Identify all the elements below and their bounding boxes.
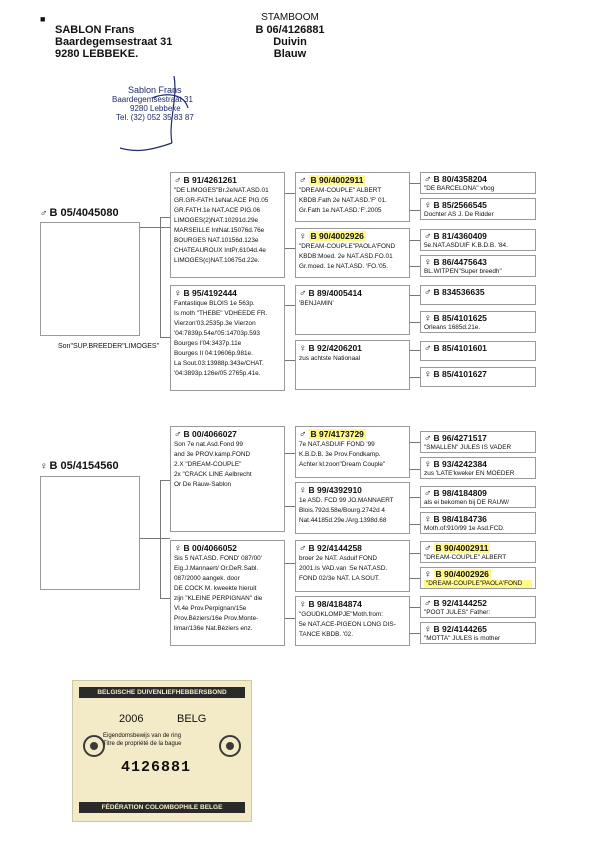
- card-year: 2006: [119, 713, 144, 725]
- gen4-line: Dochter AS J. De Ridder: [424, 211, 494, 218]
- gen2-line: LIMOGES(2)NAT.10291d.29e: [174, 217, 259, 224]
- gen2-line: 2.X "DREAM-COUPLE": [174, 461, 242, 468]
- stamp-city: 9280 Lebbeke: [130, 104, 181, 113]
- gen2-box: [170, 285, 285, 391]
- gen3-box: [295, 172, 410, 222]
- card-small2: Titre de propriété de la bague: [103, 741, 182, 747]
- gen2-line: Prov.Béziers/16e Prov.Monte-: [174, 615, 259, 622]
- ownership-card: [72, 680, 252, 822]
- signature: [112, 68, 222, 158]
- gen4-box: [420, 431, 536, 453]
- gen3-box: [295, 285, 410, 335]
- dam-ring-text: B 05/4154560: [49, 460, 119, 472]
- gen4-box: [420, 229, 536, 251]
- gen4-box: [420, 311, 536, 333]
- gen4-ring: B 90/4002911: [435, 543, 489, 553]
- male-icon: ♂: [299, 175, 307, 186]
- gen2-line: Vl.4e Prov.Perpignan/15e: [174, 605, 247, 612]
- gen4-line: "DREAM-COUPLE" ALBERT: [424, 554, 507, 561]
- gen3-box: [295, 482, 410, 534]
- gen4-ring: B 98/4184809: [433, 488, 487, 498]
- gen2-box: [170, 426, 285, 532]
- male-icon: ♂: [424, 488, 432, 499]
- female-icon: ♀: [174, 543, 182, 554]
- card-org: BELGISCHE DUIVENLIEFHEBBERSBOND: [79, 687, 245, 698]
- gen3-line: Gr.Fath 1e.NAT.ASD.'F'.2005: [299, 207, 382, 214]
- stamp-street: Baardegemsestraat 31: [112, 95, 193, 104]
- gen4-box: [420, 512, 536, 534]
- male-icon: ♂: [40, 208, 48, 219]
- male-icon: ♂: [299, 543, 307, 554]
- gen2-line: GR.GR-FATH.1eNat.ACE PIG.05: [174, 197, 269, 204]
- sire-ring: [40, 207, 119, 219]
- gen3-line: 1e ASD. FCD 99 JO.MANNAERT: [299, 497, 394, 504]
- owner-name: SABLON Frans: [55, 24, 135, 36]
- dam-photo-box: [40, 476, 140, 590]
- owner-city: 9280 LEBBEKE.: [55, 48, 139, 60]
- gen4-line: zus 'LATE'kweker EN MOEDER: [424, 470, 515, 477]
- gen4-box: [420, 341, 536, 361]
- gen3-line: 2001.Is VAD.van :5e NAT.ASD.: [299, 565, 388, 572]
- header-kind: Duivin: [273, 36, 307, 48]
- gen4-line: BL.WITPEN"Super breedh": [424, 268, 502, 275]
- gen4-ring: B 92/4144252: [433, 598, 487, 608]
- gen2-line: Son 7e nat.Asd.Fond 99: [174, 441, 243, 448]
- gen4-ring: B 92/4144265: [433, 624, 487, 634]
- gen3-line: K.B.D.B. 3e Prov.Fondkamp.: [299, 451, 381, 458]
- gen2-line: MARSEILLE IntNat.15076d.76e: [174, 227, 265, 234]
- gen2-box: [170, 540, 285, 646]
- gen3-ring: B 90/4002926: [310, 231, 364, 241]
- gen3-box: [295, 340, 410, 390]
- gen3-ring: B 92/4206201: [308, 343, 362, 353]
- female-icon: ♀: [299, 231, 307, 242]
- gen3-line: TANCE KBDB. '02.: [299, 631, 354, 638]
- gen2-line: Fantastique BLOIS 1e 563p.: [174, 300, 255, 307]
- gen3-line: Gr.moed. 1e NAT.ASD. 'FO.'05.: [299, 263, 388, 270]
- sire-label: Son"SUP.BREEDER"LIMOGES": [58, 343, 160, 350]
- female-icon: ♀: [424, 514, 432, 525]
- female-icon: ♀: [299, 343, 307, 354]
- gen2-line: BOURGES NAT.10156d.123e: [174, 237, 259, 244]
- pedigree-header: [245, 12, 335, 60]
- gen4-ring: B 96/4271517: [433, 433, 487, 443]
- gen4-box: [420, 486, 536, 508]
- gen2-line: LIMOGES(c)NAT.10675d.22e.: [174, 257, 260, 264]
- gen4-ring: B 85/4101601: [433, 343, 487, 353]
- gen3-line: Achter kl.zoon"Dream Couple": [299, 461, 386, 468]
- gen4-ring: B 98/4184736: [433, 514, 487, 524]
- gen2-line: DE COCK M. kweekte hieruit: [174, 585, 257, 592]
- stamp-tel: Tel. (32) 052 35 83 87: [116, 113, 194, 122]
- card-country: BELG: [177, 713, 207, 725]
- gen3-ring: B 97/4173729: [310, 429, 364, 439]
- male-icon: ♂: [299, 288, 307, 299]
- gen4-ring: B 85/4101625: [433, 313, 487, 323]
- gen4-ring: B 93/4242384: [433, 459, 487, 469]
- gen2-line: 2x "CRACK LINE Aelbrecht: [174, 471, 252, 478]
- gen3-line: Blois.792d.58e/Bourg.2742d 4: [299, 507, 385, 514]
- gen2-line: '04:7839p.54e/'05:14703p.593: [174, 330, 260, 337]
- dam-ring: [40, 460, 119, 472]
- gen2-line: CHATEAUROUX IntPr.6104d.4e: [174, 247, 266, 254]
- card-org2: FÉDÉRATION COLOMBOPHILE BELGE: [79, 802, 245, 813]
- gen3-ring: B 90/4002911: [310, 175, 364, 185]
- female-icon: ♀: [299, 599, 307, 610]
- gen4-line: "POOT JULES" Father:: [424, 609, 491, 616]
- gen4-line: Orleans 1685d.21e.: [424, 324, 481, 331]
- owner-street: Baardegemsestraat 31: [55, 36, 173, 48]
- gen3-line: KBDB.Fath 2e NAT.ASD.'F' 01.: [299, 197, 387, 204]
- gen2-line: Sis 5 NAT.ASD. FOND' 087/00': [174, 555, 262, 562]
- gen4-box: [420, 255, 536, 277]
- gen3-ring: B 99/4392910: [308, 485, 362, 495]
- male-icon: ♂: [424, 287, 432, 298]
- female-icon: ♀: [299, 485, 307, 496]
- gen3-line: "GOUDKLOMPJE"Moth.from:: [299, 611, 384, 618]
- gen2-line: Bourges II 04:19606p.981e.: [174, 350, 253, 357]
- gen2-line: GR.FATH.1e NAT.ACE PIG.06: [174, 207, 261, 214]
- gen4-box: [420, 541, 536, 563]
- card-number: 4126881: [121, 759, 192, 776]
- male-icon: ♂: [424, 433, 432, 444]
- header-color: Blauw: [273, 48, 307, 60]
- gen3-line: KBDB:Moed. 2e NAT.ASD.FO.01: [299, 253, 393, 260]
- female-icon: ♀: [424, 200, 432, 211]
- gen4-ring: B 834536635: [433, 287, 485, 297]
- female-icon: ♀: [424, 369, 432, 380]
- gen4-ring: B 81/4360409: [433, 231, 487, 241]
- gen2-line: Bourges I'04:3437p.11e: [174, 340, 242, 347]
- gen2-line: La Sout.03:13988p.343e/CHAT.: [174, 360, 264, 367]
- gen4-ring: B 90/4002926: [435, 569, 489, 579]
- gen2-line: and 3e PROV.kamp.FOND: [174, 451, 251, 458]
- gen4-line: "DREAM-COUPLE"PAOLA'FOND: [424, 580, 532, 588]
- gen4-box: [420, 285, 536, 305]
- female-icon: ♀: [424, 459, 432, 470]
- gen2-line: zijn "KLEINE PERPIGNAN" die: [174, 595, 263, 602]
- gen4-box: [420, 457, 536, 479]
- female-icon: ♀: [40, 461, 48, 472]
- male-icon: ♂: [424, 174, 432, 185]
- gen3-line: broer 2e NAT. Asduif FOND: [299, 555, 378, 562]
- gen3-box: [295, 540, 410, 592]
- male-icon: ♂: [424, 543, 432, 554]
- gen4-ring: B 80/4358204: [433, 174, 487, 184]
- gen2-line: Eig.J.Mannaert/ Or.DeR.Sabl.: [174, 565, 259, 572]
- gen3-box: [295, 228, 410, 278]
- gen4-box: [420, 622, 536, 644]
- female-icon: ♀: [424, 313, 432, 324]
- gen2-line: limar/136e Nat.Béziers enz.: [174, 625, 253, 632]
- female-icon: ♀: [174, 288, 182, 299]
- gen4-line: "DE BARCELONA" vbog: [424, 185, 495, 192]
- gen2-ring: B 00/4066027: [183, 429, 237, 439]
- gen2-ring: B 91/4261261: [183, 175, 237, 185]
- gen3-line: 7e NAT.ASDUIF FOND '99: [299, 441, 375, 448]
- gen2-line: 087/2000 aangek. door: [174, 575, 240, 582]
- gen2-box: [170, 172, 285, 278]
- gen2-line: Is moth "THEBE" VDHEEDE FR.: [174, 310, 268, 317]
- card-small1: Eigendomsbewijs van de ring: [103, 733, 182, 739]
- gen4-box: [420, 198, 536, 220]
- gen4-ring: B 85/2566545: [433, 200, 487, 210]
- page-title: STAMBOOM: [261, 12, 319, 23]
- header-ring: B 06/4126881: [255, 24, 325, 36]
- gen4-line: Moth.of:910/99 1e Asd.FCD.: [424, 525, 505, 532]
- stamp-name: Sablon Frans: [128, 85, 182, 95]
- gen2-ring: B 95/4192444: [183, 288, 237, 298]
- male-icon: ♂: [424, 343, 432, 354]
- female-icon: ♀: [424, 624, 432, 635]
- male-icon: ♂: [424, 598, 432, 609]
- ornament-left-icon: [81, 721, 107, 771]
- gen3-ring: B 89/4005414: [308, 288, 362, 298]
- sire-ring-text: B 05/4045080: [49, 207, 119, 219]
- gen3-box: [295, 426, 410, 478]
- sire-photo-box: [40, 222, 140, 336]
- gen4-line: als ei bekomen bij DE RAUW/: [424, 499, 509, 506]
- gen2-line: Vierzon'03.2535p.3e Vierzon: [174, 320, 256, 327]
- gen4-box: [420, 172, 536, 194]
- male-icon: ♂: [299, 429, 307, 440]
- gen4-line: "MOTTA" JULES is mother: [424, 635, 501, 642]
- gen4-ring: B 85/4101627: [433, 369, 487, 379]
- female-icon: ♀: [424, 257, 432, 268]
- gen3-box: [295, 596, 410, 646]
- gen3-line: "DREAM-COUPLE" ALBERT: [299, 187, 382, 194]
- gen4-line: "SMALLEN" JULES IS VADER: [424, 444, 512, 451]
- owner-block: [55, 24, 172, 60]
- gen2-ring: B 00/4066052: [183, 543, 237, 553]
- gen3-ring: B 98/4184874: [308, 599, 362, 609]
- gen3-ring: B 92/4144258: [308, 543, 362, 553]
- gen3-line: Nat.44185d.29e./Arg.1398d.68: [299, 517, 387, 524]
- gen4-line: 5e.NAT.ASDUIF K.B.D.B. '84.: [424, 242, 508, 249]
- gen4-ring: B 86/4475643: [433, 257, 487, 267]
- ornament-right-icon: [217, 721, 243, 771]
- gen3-line: "DREAM-COUPLE"PAOLA'FOND: [299, 243, 396, 250]
- male-icon: ♂: [424, 231, 432, 242]
- gen2-line: '04:3893p.126e/05 2765p.41e.: [174, 370, 261, 377]
- gen3-line: FOND 02/3e NAT. LA SOUT.: [299, 575, 380, 582]
- male-icon: ♂: [174, 429, 182, 440]
- gen3-line: 'BENJAMIN': [299, 300, 334, 307]
- gen4-box: [420, 367, 536, 387]
- gen2-line: Or De Rauw-Sablon: [174, 481, 232, 488]
- gen2-line: "DE LIMOGES"Br.2eNAT.ASD.01: [174, 187, 269, 194]
- female-icon: ♀: [424, 569, 432, 580]
- gen3-line: zus achtste Nationaal: [299, 355, 361, 362]
- gen3-line: 5e NAT.ACE-PIGEON LONG DIS-: [299, 621, 396, 628]
- male-icon: ♂: [174, 175, 182, 186]
- corner-mark: ■: [40, 14, 46, 24]
- gen4-box: [420, 596, 536, 618]
- gen4-box: [420, 567, 536, 589]
